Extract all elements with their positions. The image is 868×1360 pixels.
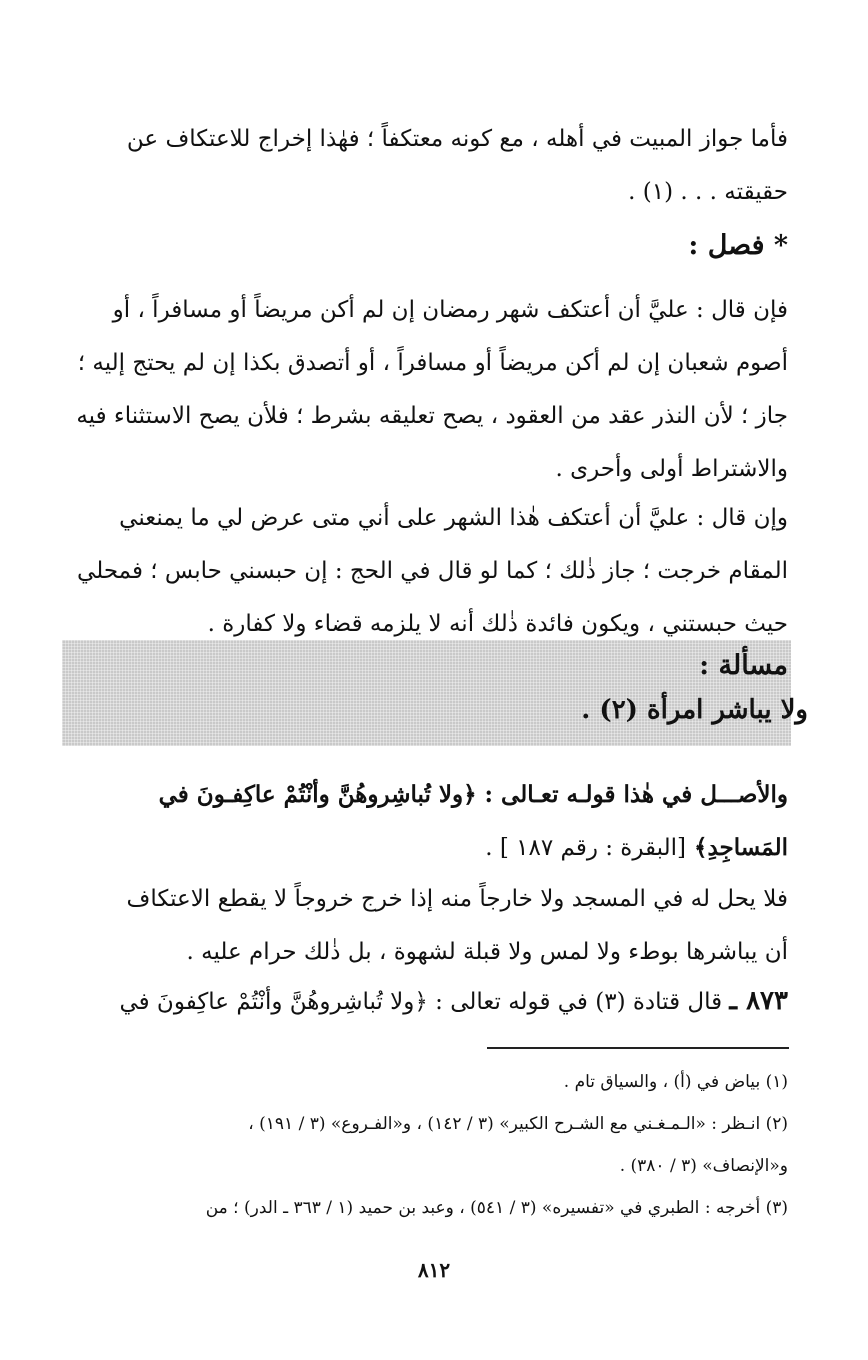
footnote-3: (٣) أخرجه : الطبري في «تفسيره» (٣ / ٥٤١) ، وعبد بن حميد (١ / ٣٦٣ ـ الدر) ؛ من — [205, 1198, 788, 1218]
paragraph-3 — [62, 492, 788, 651]
quran-text: المَساجِدِ﴾ — [694, 834, 788, 861]
footnote-2-line-1: (٢) انـظر : «الـمـغـني مع الشـرح الكبير» (٣ / ١٤٢) ، و«الفـروع» (٣ / ١٩١) ، — [248, 1114, 788, 1134]
page-number: ٨١٢ — [417, 1258, 451, 1282]
text-line: أصوم شعبان إن لم أكن مريضاً أو مسافراً ، أو أتصدق بكذا إن لم يحتج إليه ؛ — [77, 350, 788, 376]
text-line: المقام خرجت ؛ جاز ذٰلك ؛ كما لو قال في الحج : إن حبسني حابس ؛ فمحلي — [77, 558, 788, 584]
masala-title: مسألة : — [699, 650, 788, 681]
section-heading-fasl: * فصل : — [688, 230, 788, 261]
footnote-2-line-2: و«الإنصاف» (٣ / ٣٨٠) . — [619, 1156, 788, 1176]
text-line: فأما جواز المبيت في أهله ، مع كونه معتكفاً ؛ فهٰذا إخراج للاعتكاف عن — [126, 126, 788, 152]
text-line — [62, 975, 788, 1029]
text-line: والاشتراط أولى وأحرى . — [555, 456, 788, 482]
footnote-separator — [487, 1047, 789, 1049]
hadith-text: قال قتادة (٣) في قوله تعالى : ﴿ولا تُباشِروهُنَّ وأنْتُمْ عاكِفونَ في — [119, 989, 723, 1015]
quran-reference: [البقرة : رقم ١٨٧ ] . — [485, 835, 686, 861]
text-line: أن يباشرها بوطء ولا لمس ولا قبلة لشهوة ، بل ذٰلك حرام عليه . — [186, 939, 788, 965]
text-line: فلا يحل له في المسجد ولا خارجاً منه إذا خرج خروجاً لا يقطع الاعتكاف — [126, 886, 788, 912]
paragraph-6 — [62, 975, 788, 1029]
text-line: وإن قال : عليَّ أن أعتكف هٰذا الشهر على أني متى عرض لي ما يمنعني — [119, 505, 788, 531]
text-line: والأصـــل في هٰذا قولـه تعـالى : ﴿ولا تُباشِروهُنَّ وأنْتُمْ عاكِفـونَ في — [158, 781, 788, 808]
text-line: فإن قال : عليَّ أن أعتكف شهر رمضان إن لم أكن مريضاً أو مسافراً ، أو — [112, 297, 788, 323]
text-line: حقيقته . . . (١) . — [628, 179, 788, 205]
paragraph-5 — [62, 873, 788, 979]
paragraph-1 — [62, 113, 788, 219]
text-line: جاز ؛ لأن النذر عقد من العقود ، يصح تعليقه بشرط ؛ فلأن يصح الاستثناء فيه — [76, 403, 788, 429]
text-line — [62, 821, 788, 875]
masala-shaded-box — [62, 640, 791, 746]
masala-text: ولا يباشر امرأة (٢) . — [581, 695, 808, 725]
hadith-number: ٨٧٣ ـ — [729, 986, 788, 1016]
paragraph-4 — [62, 768, 788, 875]
text-line: حيث حبستني ، ويكون فائدة ذٰلك أنه لا يلزمه قضاء ولا كفارة . — [207, 611, 788, 637]
paragraph-2 — [62, 284, 788, 496]
footnote-1: (١) بياض في (أ) ، والسياق تام . — [563, 1072, 788, 1092]
